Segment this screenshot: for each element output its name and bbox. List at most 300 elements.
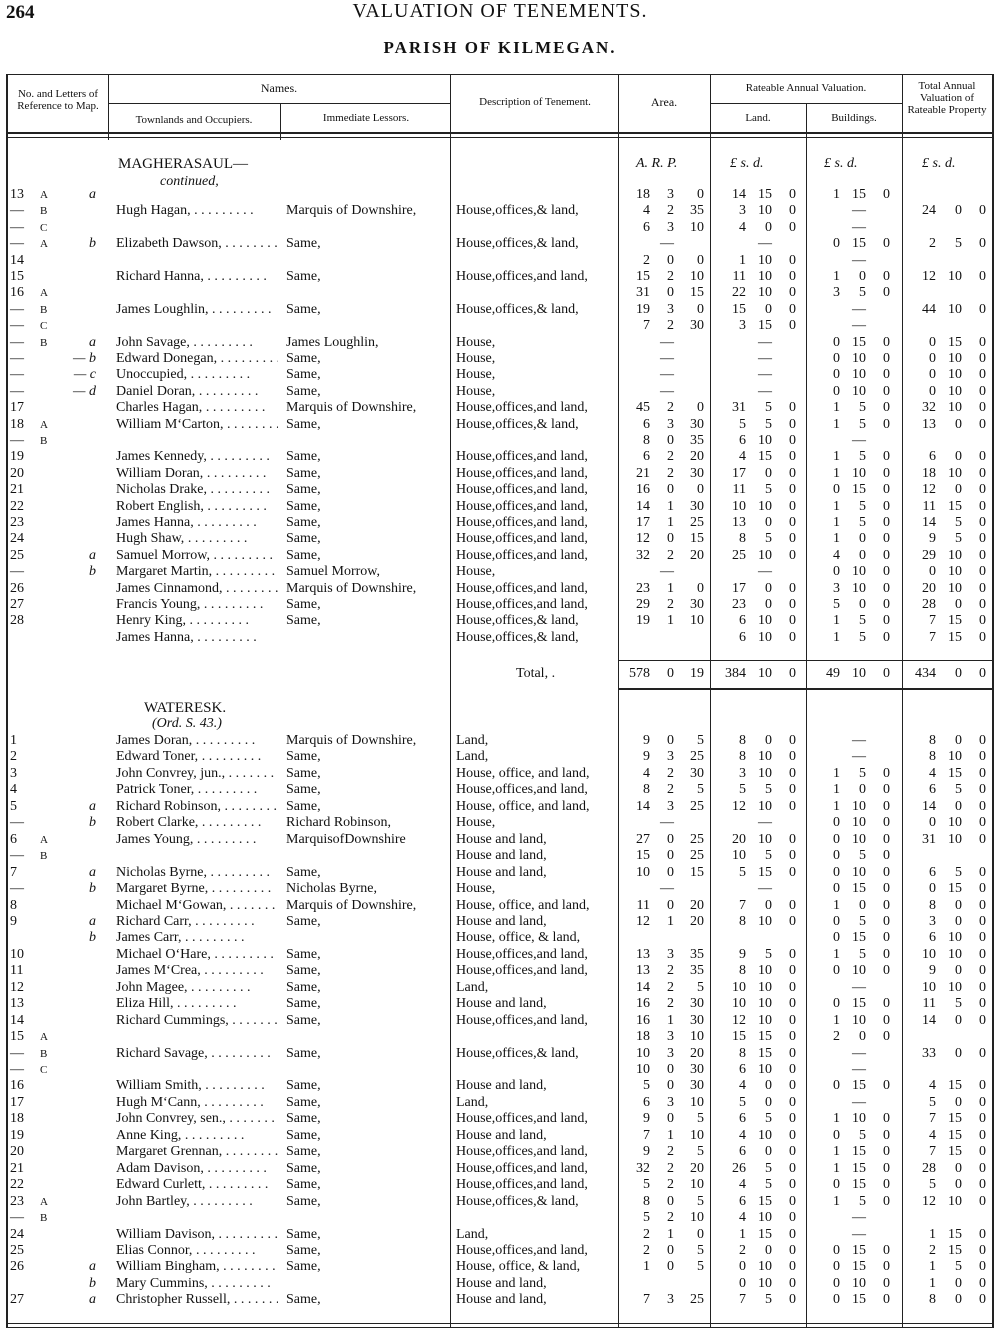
land-s: 15 — [758, 318, 772, 334]
table-row — [0, 285, 1000, 301]
occupier: Unoccupied, . . — [116, 367, 278, 383]
lessor: Same, — [286, 1193, 321, 1209]
total-s: 15 — [948, 334, 962, 350]
total-d: 0 — [979, 815, 986, 831]
table-row — [0, 766, 1000, 782]
ref-letter: B — [40, 1047, 48, 1060]
total-d: 0 — [979, 1292, 986, 1308]
land-s: 5 — [765, 848, 772, 864]
area-r: — — [660, 564, 674, 580]
land-d: 0 — [789, 1111, 796, 1127]
bld-d: 0 — [883, 383, 890, 399]
bld-d: 0 — [883, 1193, 890, 1209]
area-a: 6 — [643, 1094, 650, 1110]
bld-d: 0 — [883, 351, 890, 366]
total-l: 3 — [929, 913, 936, 929]
land-d: 0 — [789, 465, 796, 481]
total-s: 10 — [948, 351, 962, 366]
ref-number: 2 — [10, 749, 17, 765]
lessor: Same, — [286, 1094, 321, 1110]
description: House,offices,and land, — [456, 1144, 588, 1160]
land-s: 5 — [765, 416, 772, 432]
ref-sub: b — [89, 881, 96, 897]
area-a: 29 — [636, 597, 650, 612]
occupier: John Savage, . . — [116, 335, 278, 351]
land-s: 10 — [758, 1259, 772, 1275]
area-a: 8 — [643, 433, 650, 448]
area-p: 0 — [697, 400, 704, 416]
area-r: 2 — [667, 449, 674, 465]
table-row — [0, 417, 1000, 433]
area-a: 17 — [636, 515, 650, 530]
table-row — [0, 351, 1000, 367]
bld-s: 5 — [859, 449, 866, 465]
land-l: 4 — [739, 1127, 746, 1143]
lessor: Same, — [286, 416, 321, 432]
total-l: 32 — [922, 400, 936, 416]
description: House,offices,and land, — [456, 946, 588, 962]
land-l: 12 — [732, 798, 746, 814]
land-s: 5 — [765, 400, 772, 416]
table-row — [0, 1292, 1000, 1308]
area-a: 18 — [636, 1029, 650, 1045]
total-d: 0 — [979, 334, 986, 350]
land-s: — — [758, 351, 772, 366]
total-s: 10 — [948, 564, 962, 580]
lessor: Same, — [286, 1177, 321, 1193]
total-bld-s: 10 — [852, 666, 866, 681]
area-r: 0 — [667, 482, 674, 498]
land-l: 9 — [739, 946, 746, 962]
total-s: 5 — [955, 782, 962, 798]
land-d: 0 — [789, 963, 796, 979]
occupier: Richard Hanna, . . — [116, 269, 278, 285]
ref-number: 10 — [10, 946, 24, 962]
table-row — [0, 433, 1000, 449]
total-l: 4 — [929, 1078, 936, 1094]
area-p: 25 — [690, 831, 704, 847]
total-l: 2 — [929, 1242, 936, 1258]
occupier: Francis Young, . . — [116, 597, 278, 613]
land-l: 8 — [739, 531, 746, 547]
area-p: 10 — [690, 269, 704, 284]
bld-l: 1 — [833, 416, 840, 432]
bld-d: 0 — [883, 1029, 890, 1045]
bld-l: 0 — [833, 881, 840, 897]
bld-l: 1 — [833, 1193, 840, 1209]
area-r: 0 — [667, 1242, 674, 1258]
land-d: 0 — [789, 613, 796, 629]
land-d: 0 — [789, 1259, 796, 1275]
lessor: MarquisofDownshire — [286, 831, 406, 847]
area-p: 30 — [690, 1078, 704, 1094]
total-s: 15 — [948, 498, 962, 514]
land-d: 0 — [789, 1242, 796, 1258]
description: House,offices,and land, — [456, 1111, 588, 1127]
total-d: 0 — [979, 1012, 986, 1028]
occupier: Richard Carr, . . — [116, 914, 278, 930]
land-d: 0 — [789, 1062, 796, 1077]
area-p: 5 — [697, 1242, 704, 1258]
bld-l: 0 — [833, 1242, 840, 1258]
ref-number: 16 — [10, 1078, 24, 1094]
area-r: 0 — [667, 831, 674, 847]
bld-s: 5 — [859, 498, 866, 514]
total-s: 10 — [948, 547, 962, 563]
ref-number: 17 — [10, 1094, 24, 1110]
description: House,offices,& land, — [456, 1193, 579, 1209]
land-l: 4 — [739, 1177, 746, 1193]
ref-number: 19 — [10, 449, 24, 465]
area-r: 2 — [667, 269, 674, 284]
ref-number: — — [10, 367, 24, 383]
total-tot-d: 0 — [979, 666, 986, 681]
area-r: 2 — [667, 597, 674, 612]
area-a: 32 — [636, 547, 650, 563]
bld-d: 0 — [883, 1144, 890, 1160]
land-d: 0 — [789, 1078, 796, 1094]
description: House, — [456, 881, 496, 897]
land-l: 12 — [732, 1012, 746, 1028]
bld-s: 10 — [852, 815, 866, 831]
area-a: 21 — [636, 465, 650, 481]
table-row — [0, 1095, 1000, 1111]
occupier: Samuel Morrow, . . — [116, 548, 278, 564]
area-a: 31 — [636, 285, 650, 301]
ref-sub: b — [89, 930, 96, 946]
ref-letter: C — [40, 320, 48, 333]
land-s: 10 — [758, 203, 772, 219]
table-row — [0, 980, 1000, 996]
bld-s: 0 — [859, 1029, 866, 1045]
ref-number: — — [10, 236, 24, 252]
table-row — [0, 963, 1000, 979]
land-d: 0 — [789, 749, 796, 765]
lessor: Same, — [286, 782, 321, 798]
total-s: 0 — [955, 416, 962, 432]
lessor: Same, — [286, 979, 321, 995]
ref-number: 22 — [10, 1177, 24, 1193]
land-d: 0 — [789, 765, 796, 781]
land-d: 0 — [789, 1094, 796, 1110]
area-p: 25 — [690, 848, 704, 864]
lessor: Same, — [286, 798, 321, 814]
land-l: 31 — [732, 400, 746, 416]
land-l: 5 — [739, 1094, 746, 1110]
total-s: 5 — [955, 531, 962, 547]
bld-d: 0 — [883, 897, 890, 913]
area-r: 0 — [667, 531, 674, 547]
area-p: 0 — [697, 301, 704, 317]
total-s: 0 — [955, 597, 962, 612]
land-units: £ s. d. — [730, 156, 764, 171]
occupier: James Doran, . . — [116, 733, 278, 749]
total-l: 12 — [922, 1193, 936, 1209]
land-l: 0 — [739, 1275, 746, 1291]
land-s: 10 — [758, 1127, 772, 1143]
table-row — [0, 613, 1000, 629]
total-s: 0 — [955, 1045, 962, 1061]
table-row — [0, 733, 1000, 749]
ref-number: — — [10, 881, 24, 897]
bld-s: 15 — [852, 236, 866, 252]
bld-s: — — [852, 318, 866, 334]
bld-l: 0 — [833, 996, 840, 1012]
area-r: 3 — [667, 416, 674, 432]
area-r: 3 — [667, 1029, 674, 1045]
total-s: 0 — [955, 1177, 962, 1193]
land-s: 0 — [765, 465, 772, 481]
land-d: 0 — [789, 269, 796, 284]
header-area: Area. — [650, 95, 678, 109]
description: House,offices,and land, — [456, 465, 588, 481]
total-s: 15 — [948, 629, 962, 645]
ref-number: 18 — [10, 416, 24, 432]
area-a: 12 — [636, 531, 650, 547]
bld-s: 10 — [852, 831, 866, 847]
bld-d: 0 — [883, 881, 890, 897]
area-a: 8 — [643, 1193, 650, 1209]
running-head: VALUATION OF TENEMENTS. — [352, 0, 648, 22]
bld-s: — — [852, 733, 866, 748]
bld-l: 1 — [833, 1160, 840, 1176]
area-r: 2 — [667, 1160, 674, 1176]
bld-d: 0 — [883, 367, 890, 383]
land-d: 0 — [789, 979, 796, 995]
area-p: 30 — [690, 1062, 704, 1077]
area-p: 30 — [690, 996, 704, 1012]
bld-d: 0 — [883, 498, 890, 514]
ref-number: 8 — [10, 897, 17, 913]
ref-sub: b — [89, 1275, 96, 1291]
lessor: Same, — [286, 597, 321, 612]
area-r: 1 — [667, 498, 674, 514]
total-l: 2 — [929, 236, 936, 252]
land-l: 13 — [732, 515, 746, 530]
land-s: — — [758, 383, 772, 399]
area-p: 5 — [697, 1259, 704, 1275]
ref-number: 28 — [10, 613, 24, 629]
table-row — [0, 1078, 1000, 1094]
land-s: 5 — [765, 1160, 772, 1176]
total-s: 10 — [948, 367, 962, 383]
land-s: 10 — [758, 913, 772, 929]
table-row — [0, 400, 1000, 416]
land-d: 0 — [789, 782, 796, 798]
land-d: 0 — [789, 498, 796, 514]
occupier: James Kennedy, . . — [116, 449, 278, 465]
ref-number: — — [10, 815, 24, 831]
land-l: 17 — [732, 580, 746, 596]
land-l: 1 — [739, 1226, 746, 1242]
area-a: 5 — [643, 1078, 650, 1094]
bld-l: 1 — [833, 798, 840, 814]
area-p: 30 — [690, 498, 704, 514]
bld-s: 5 — [859, 515, 866, 530]
total-s: 0 — [955, 798, 962, 814]
area-a: 16 — [636, 996, 650, 1012]
header-townlands: Townlands and Occupiers. — [135, 114, 253, 126]
description: House, — [456, 351, 496, 366]
land-d: 0 — [789, 301, 796, 317]
area-r: 2 — [667, 782, 674, 798]
area-a: 9 — [643, 733, 650, 748]
occupier: Elias Connor, . . — [116, 1243, 278, 1259]
total-d: 0 — [979, 963, 986, 979]
land-l: 10 — [732, 498, 746, 514]
ref-number: 27 — [10, 597, 24, 612]
ref-number: 22 — [10, 498, 24, 514]
total-area-r: 0 — [667, 666, 674, 681]
lessor: Same, — [286, 1012, 321, 1028]
ref-number: 16 — [10, 285, 24, 301]
land-d: 0 — [789, 1210, 796, 1226]
ref-number: 6 — [10, 831, 17, 847]
bld-l: 0 — [833, 236, 840, 252]
table-row — [0, 749, 1000, 765]
lessor: Marquis of Downshire, — [286, 897, 417, 913]
area-units: A. R. P. — [636, 156, 678, 171]
area-a: 13 — [636, 946, 650, 962]
bld-l: 0 — [833, 564, 840, 580]
total-l: 0 — [929, 334, 936, 350]
total-l: 11 — [922, 996, 936, 1012]
area-a: 10 — [636, 1045, 650, 1061]
occupier: James M‘Crea, . . — [116, 963, 278, 979]
land-d: 0 — [789, 1193, 796, 1209]
occupier: Edward Curlett, . . — [116, 1177, 278, 1193]
ref-number: 15 — [10, 1029, 24, 1045]
header-lessors: Immediate Lessors. — [322, 112, 410, 124]
total-s: 10 — [948, 465, 962, 481]
area-p: 25 — [690, 1292, 704, 1308]
total-d: 0 — [979, 765, 986, 781]
ref-number: 12 — [10, 979, 24, 995]
description: House and land, — [456, 1292, 547, 1308]
lessor: Marquis of Downshire, — [286, 733, 417, 748]
bld-d: 0 — [883, 1111, 890, 1127]
ref-number: 3 — [10, 765, 17, 781]
total-s: 0 — [955, 1160, 962, 1176]
land-s: — — [758, 564, 772, 580]
land-d: 0 — [789, 1275, 796, 1291]
total-d: 0 — [979, 465, 986, 481]
description: House,offices,and land, — [456, 531, 588, 547]
total-s: 0 — [955, 897, 962, 913]
land-l: 10 — [732, 848, 746, 864]
lessor: Same, — [286, 301, 321, 317]
land-l: 2 — [739, 1242, 746, 1258]
bld-s: — — [852, 433, 866, 448]
area-r: 3 — [667, 301, 674, 317]
ref-number: 17 — [10, 400, 24, 416]
ref-number: 5 — [10, 798, 17, 814]
description: House, — [456, 815, 496, 831]
ref-number: — — [10, 1210, 24, 1226]
total-s: 0 — [955, 449, 962, 465]
bld-l: 0 — [833, 1275, 840, 1291]
ref-letter: A — [40, 238, 48, 251]
land-l: 6 — [739, 613, 746, 629]
description: House, office, and land, — [456, 765, 590, 781]
description: House,offices,& land, — [456, 629, 579, 645]
area-r: 0 — [667, 848, 674, 864]
occupier: Nicholas Byrne, . . — [116, 865, 278, 881]
total-d: 0 — [979, 1111, 986, 1127]
total-s: 10 — [948, 269, 962, 284]
area-a: 12 — [636, 913, 650, 929]
total-d: 0 — [979, 203, 986, 219]
land-s: 10 — [758, 547, 772, 563]
land-d: 0 — [789, 416, 796, 432]
ref-letter: B — [40, 1212, 48, 1225]
land-s: 15 — [758, 864, 772, 880]
land-l: 4 — [739, 449, 746, 465]
area-r: — — [660, 334, 674, 350]
total-units: £ s. d. — [922, 156, 956, 171]
bld-l: 0 — [833, 815, 840, 831]
area-r: 3 — [667, 1292, 674, 1308]
occupier: William Bingham, . . — [116, 1259, 278, 1275]
total-d: 0 — [979, 864, 986, 880]
description: House,offices,& land, — [456, 613, 579, 629]
description: House,offices,and land, — [456, 482, 588, 498]
table-row — [0, 1227, 1000, 1243]
lessor: Same, — [286, 864, 321, 880]
table-row — [0, 865, 1000, 881]
land-d: 0 — [789, 433, 796, 448]
bld-s: 10 — [852, 564, 866, 580]
ref-number: 13 — [10, 187, 24, 202]
bld-s: — — [852, 1045, 866, 1061]
bld-s: 5 — [859, 946, 866, 962]
area-p: 35 — [690, 946, 704, 962]
land-s: 0 — [765, 1078, 772, 1094]
total-l: 10 — [922, 979, 936, 995]
bld-s: 5 — [859, 765, 866, 781]
table-row — [0, 253, 1000, 269]
description: House,offices,and land, — [456, 498, 588, 514]
area-r: 1 — [667, 1127, 674, 1143]
bld-s: 0 — [859, 597, 866, 612]
total-d: 0 — [979, 1226, 986, 1242]
bld-s: 10 — [852, 351, 866, 366]
bld-d: 0 — [883, 815, 890, 831]
area-a: 2 — [643, 252, 650, 268]
total-l: 20 — [922, 580, 936, 596]
land-d: 0 — [789, 531, 796, 547]
ref-number: 9 — [10, 913, 17, 929]
land-l: 3 — [739, 318, 746, 334]
occupier: Patrick Toner, . . — [116, 782, 278, 798]
description: House and land, — [456, 1127, 547, 1143]
total-d: 0 — [979, 979, 986, 995]
occupier: Hugh Shaw, . . — [116, 531, 278, 547]
area-a: 1 — [643, 1259, 650, 1275]
total-l: 28 — [922, 597, 936, 612]
total-l: 7 — [929, 613, 936, 629]
land-d: 0 — [789, 733, 796, 748]
description: House,offices,and land, — [456, 515, 588, 530]
total-l: 18 — [922, 465, 936, 481]
bld-d: 0 — [883, 449, 890, 465]
ref-number: — — [10, 219, 24, 235]
bld-d: 0 — [883, 531, 890, 547]
lessor: Marquis of Downshire, — [286, 400, 417, 416]
land-s: 10 — [758, 1210, 772, 1226]
occupier: John Bartley, . . — [116, 1194, 278, 1210]
ref-number: 4 — [10, 782, 17, 798]
